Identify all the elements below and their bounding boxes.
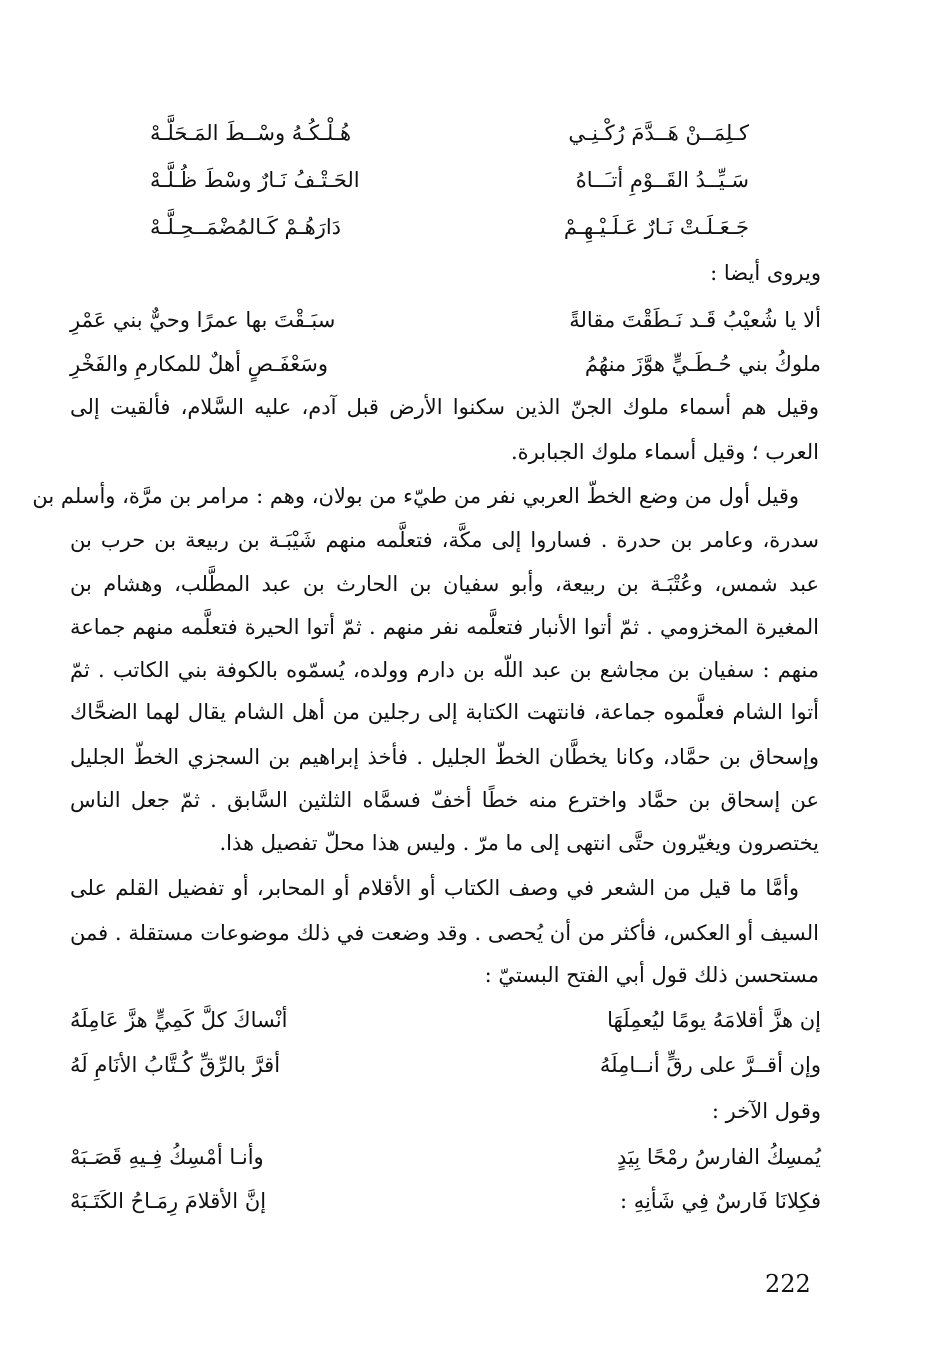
verse-hemistich: أنْساكَ كلَّ كَمِيٍّ هزَّ عَامِلَهُ xyxy=(70,1008,288,1032)
paragraph-line: وأمَّا ما قيل من الشعر في وصف الكتاب أو الأقلام أو المحابر، أو تفضيل القلم على xyxy=(70,876,799,900)
verse-hemistich: ألا يا شُعيْبُ قَـد نَـطَقْتَ مقالةً xyxy=(569,308,821,332)
paragraph-line: يختصرون ويغيّرون حتَّى انتهى إلى ما مرّ . وليس هذا محلّ تفصيل هذا. xyxy=(219,831,819,855)
verse-hemistich: ملوكُ بني حُـطَـيٍّ هوَّزَ منهُمُ xyxy=(584,352,821,376)
verse-hemistich: وأنـا أمْسِكُ فِـيهِ قَصَـبَهْ xyxy=(70,1145,264,1169)
paragraph-line: العرب ؛ وقيل أسماء ملوك الجبابرة. xyxy=(510,440,819,464)
verse-hemistich: الحَـتْـفُ نَـارٌ وسْطَ ظُـلَّـهْ xyxy=(150,168,360,192)
verse-hemistich: يُمسِكُ الفارسُ رمْحًا بِيَدٍ xyxy=(616,1145,821,1169)
verse-hemistich: إنَّ الأقلامَ رِمَـاحُ الكَتَـبَهْ xyxy=(70,1189,267,1213)
paragraph-line: وقيل هم أسماء ملوك الجنّ الذين سكنوا الأرض قبل آدم، عليه السَّلام، فألقيت إلى xyxy=(70,395,819,419)
verse-hemistich: إن هزَّ أقلامَهُ يومًا ليُعمِلَهَا xyxy=(607,1008,821,1032)
paragraph-line: وإسحاق بن حمَّاد، وكانا يخطَّان الخطّ الجليل . فأخذ إبراهيم بن السجزي الخطّ الجليل xyxy=(70,745,819,769)
paragraph-line: عبد شمس، وعُتْبَـة بن ربيعة، وأبو سفيان بن الحارث بن عبد المطَّلب، وهشام بن xyxy=(70,572,819,596)
verse-hemistich: فكِلانَا فَارسٌ فِي شَأنِهِ : xyxy=(619,1189,821,1213)
verse-hemistich: وسَعْفَـصٍ أهلٌ للمكارمِ والفَخْرِ xyxy=(70,352,328,376)
verse-hemistich: جَـعَـلَـتْ نَـارٌ عَـلَـيْـهِـمْ xyxy=(563,215,749,239)
paragraph-line: المغيرة المخزومي . ثمّ أتوا الأنبار فتعلَّمه نفر منهم . ثمّ أتوا الحيرة فتعلَّمه منهم جماعة xyxy=(70,615,819,639)
page-number: 222 xyxy=(765,1270,811,1298)
verse-hemistich: سبَـقْتَ بها عمرًا وحيٌّ بني عَمْرِ xyxy=(70,308,336,332)
verse-hemistich: دَارَهُـمْ كَـالمُضْمَــحِـلَّـهْ xyxy=(150,215,342,239)
paragraph-line: وقيل أول من وضع الخطّ العربي نفر من طيّء من بولان، وهم : مرامر بن مرَّة، وأسلم بن xyxy=(32,484,799,508)
paragraph-line: عن إسحاق بن حمَّاد واخترع منه خطًا أخفّ فسمَّاه الثلثين السَّابق . ثمّ جعل الناس xyxy=(70,788,819,812)
verse-hemistich: هُـلْـكُـهُ وسْــطَ المَـحَلَّـهْ xyxy=(150,121,352,145)
verse-hemistich: سَـيِّــدُ القَــوْمِ أتـَــاهُ xyxy=(575,168,749,192)
paragraph-line: سدرة، وعامر بن حدرة . فساروا إلى مكَّة، فتعلَّمه منهم شَيْبَـة بن ربيعة بن حرب بن xyxy=(70,528,819,552)
paragraph-line: أتوا الشام فعلَّموه جماعة، فانتهت الكتابة إلى رجلين من أهل الشام يقال لهما الضحَّاك xyxy=(70,700,819,724)
verse-hemistich: كـلِمَــنْ هَــدَّمَ رُكْـنِـي xyxy=(568,121,749,145)
paragraph-line: مستحسن ذلك قول أبي الفتح البستيّ : xyxy=(484,963,819,987)
intro-line: ويروى أيضا : xyxy=(710,261,821,285)
paragraph-line: السيف أو العكس، فأكثر من أن يُحصى . وقد وضعت في ذلك موضوعات مستقلة . فمن xyxy=(70,921,819,945)
paragraph-line: منهم : سفيان بن مجاشع بن عبد اللّه بن دارم وولده، يُسمّوه بالكوفة بني الكاتب . ثمّ xyxy=(70,658,819,682)
intro-line: وقول الآخر : xyxy=(711,1099,821,1123)
verse-hemistich: أقرَّ بالرِّقِّ كُـتَّابُ الأنَامِ لَهُ xyxy=(70,1053,281,1077)
verse-hemistich: وإن أقــرَّ على رقٍّ أنــامِلَهُ xyxy=(599,1053,821,1077)
